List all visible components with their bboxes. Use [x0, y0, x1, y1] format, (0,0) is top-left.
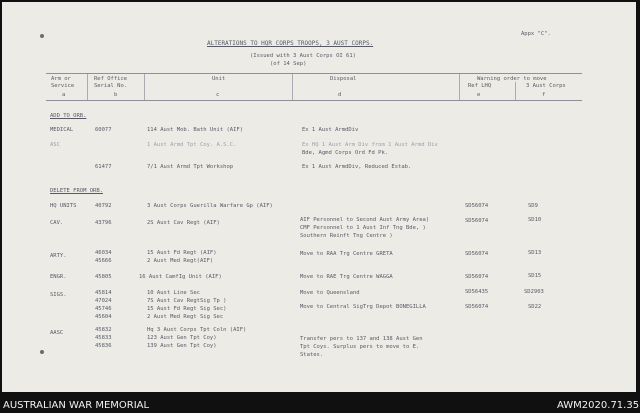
- del-r2-disposal-3: Southern Reinft Tng Centre ): [300, 233, 393, 239]
- del-r4-ref-lhq: SD56074: [465, 274, 489, 280]
- col-letter-c: c: [216, 92, 220, 98]
- del-r5-serial-3: 45746: [95, 306, 112, 312]
- section-add: ADD TO ORB.: [50, 113, 87, 119]
- add-r3-disposal: Ex 1 Aust ArmdDiv, Reduced Estab.: [302, 164, 412, 170]
- footer-source: AUSTRALIAN WAR MEMORIAL: [3, 400, 150, 411]
- del-r2-ref-lhq: SD56074: [465, 218, 489, 224]
- col-divider-5: [515, 82, 516, 100]
- appendix-ref: Appx "C".: [521, 31, 551, 37]
- col-divider-1: [87, 74, 88, 100]
- header-serial-no: Serial No.: [94, 83, 128, 89]
- document-sheet: [2, 2, 636, 392]
- del-r6-serial-3: 45836: [95, 343, 112, 349]
- col-letter-f: f: [542, 92, 546, 98]
- del-r4-serial: 45805: [95, 274, 112, 280]
- add-r2-unit: 1 Aust Armd Tpt Coy. A.S.C.: [147, 142, 237, 148]
- col-divider-4: [459, 74, 460, 100]
- del-r5-unit-1: 10 Aust Line Sec: [147, 290, 200, 296]
- del-r1-ref-corps: SD9: [528, 203, 538, 209]
- del-r5-serial-4: 45604: [95, 314, 112, 320]
- col-letter-d: d: [338, 92, 342, 98]
- col-divider-3: [292, 74, 293, 100]
- del-r5-ref-corps-1: SD2903: [524, 289, 544, 295]
- del-r2-serial: 43796: [95, 220, 112, 226]
- subtitle-date: (of 14 Sep): [270, 61, 307, 67]
- del-r3-ref-lhq: SD56074: [465, 251, 489, 257]
- col-letter-e: e: [477, 92, 481, 98]
- del-r1-arm: HQ UNITS: [50, 203, 77, 209]
- binder-hole-top: [40, 34, 44, 38]
- header-ref-lhq: Ref LHQ: [468, 83, 492, 89]
- add-r1-unit: 114 Aust Mob. Bath Unit (AIF): [147, 127, 244, 133]
- del-r1-serial: 40792: [95, 203, 112, 209]
- header-disposal: Disposal: [330, 76, 357, 82]
- header-bottom-rule: [46, 100, 582, 101]
- del-r6-arm: AASC: [50, 330, 64, 336]
- del-r6-disposal-1: Transfer pers to 137 and 138 Aust Gen: [300, 336, 423, 342]
- document-title: ALTERATIONS TO HQR CORPS TROOPS, 3 AUST CORPS.: [207, 40, 374, 47]
- del-r4-ref-corps: SD15: [528, 273, 542, 279]
- del-r5-ref-lhq-2: SD56074: [465, 304, 489, 310]
- del-r6-disposal-3: States.: [300, 352, 324, 358]
- add-r3-serial: 61477: [95, 164, 112, 170]
- add-r2-disposal-2: Bde, Agmd Corps Ord Fd Pk.: [302, 150, 389, 156]
- col-letter-b: b: [114, 92, 118, 98]
- header-unit: Unit: [212, 76, 226, 82]
- del-r2-disposal-1: AIF Personnel to Second Aust Army Area): [300, 217, 430, 223]
- del-r1-ref-lhq: SD56074: [465, 203, 489, 209]
- add-r1-serial: 60077: [95, 127, 112, 133]
- del-r5-arm: SIGS.: [50, 292, 67, 298]
- add-r2-arm: ASC: [50, 142, 60, 148]
- del-r5-ref-lhq-1: SD56435: [465, 289, 489, 295]
- del-r5-ref-corps-2: SD22: [528, 304, 542, 310]
- del-r3-arm: ARTY.: [50, 253, 67, 259]
- del-r1-unit: 3 Aust Corps Guerilla Warfare Gp (AIF): [147, 203, 273, 209]
- header-arm: Arm or: [51, 76, 71, 82]
- header-service: Service: [51, 83, 75, 89]
- header-top-rule: [46, 73, 582, 74]
- add-r2-disposal-1: Ex HQ 1 Aust Arm Div from 1 Aust Armd Div: [302, 142, 438, 148]
- add-r3-unit: 7/1 Aust Armd Tpt Workshop: [147, 164, 234, 170]
- col-divider-2: [144, 74, 145, 100]
- del-r5-serial-2: 47024: [95, 298, 112, 304]
- del-r6-unit-3: 139 Aust Gen Tpt Coy): [147, 343, 217, 349]
- del-r2-disposal-2: CMF Personnel to 1 Aust Inf Tng Bde, ): [300, 225, 426, 231]
- del-r3-serial-2: 45666: [95, 258, 112, 264]
- del-r6-serial-2: 45833: [95, 335, 112, 341]
- del-r6-unit-2: 123 Aust Gen Tpt Coy): [147, 335, 217, 341]
- add-r1-disposal: Ex 1 Aust ArmdDiv: [302, 127, 359, 133]
- del-r4-unit: 16 Aust CamfIg Unit (AIF): [139, 274, 222, 280]
- del-r5-serial-1: 45814: [95, 290, 112, 296]
- del-r2-unit: 2S Aust Cav Regt (AIF): [147, 220, 220, 226]
- header-warning-order: Warning order to move: [477, 76, 547, 82]
- del-r6-unit-1: Hq 3 Aust Corps Tpt Coln (AIF): [147, 327, 247, 333]
- del-r4-disposal: Move to RAE Trg Centre WAGGA: [300, 274, 393, 280]
- del-r3-disposal: Move to RAA Trg Centre GRETA: [300, 251, 393, 257]
- del-r4-arm: ENGR.: [50, 274, 67, 280]
- subtitle-issued: (Issued with 3 Aust Corps OI 61): [250, 53, 356, 59]
- binder-hole-bottom: [40, 350, 44, 354]
- footer-catalogue-id: AWM2020.71.35: [557, 400, 640, 411]
- del-r3-unit-1: 15 Aust Fd Regt (AIF): [147, 250, 217, 256]
- del-r5-disposal-2: Move to Central SigTrg Depot BONEGILLA: [300, 304, 426, 310]
- del-r3-serial-1: 46034: [95, 250, 112, 256]
- add-r1-arm: MEDICAL: [50, 127, 74, 133]
- del-r2-ref-corps: SD10: [528, 217, 542, 223]
- del-r2-arm: CAV.: [50, 220, 64, 226]
- del-r5-unit-4: 2 Aust Med Regt Sig Sec: [147, 314, 224, 320]
- del-r6-serial-1: 45832: [95, 327, 112, 333]
- header-ref-corps: 3 Aust Corps: [526, 83, 566, 89]
- del-r3-ref-corps: SD13: [528, 250, 542, 256]
- col-letter-a: a: [62, 92, 66, 98]
- header-ref-office: Ref Office: [94, 76, 128, 82]
- del-r5-disposal-1: Move to Queensland: [300, 290, 360, 296]
- del-r3-unit-2: 2 Aust Med Regt(AIF): [147, 258, 214, 264]
- del-r5-unit-2: 7S Aust Cav RegtSig Tp ): [147, 298, 227, 304]
- del-r5-unit-3: 15 Aust Fd Regt Sig Sec): [147, 306, 227, 312]
- section-delete: DELETE FROM ORB.: [50, 188, 103, 194]
- del-r6-disposal-2: Tpt Coys. Surplus pers to move to E.: [300, 344, 420, 350]
